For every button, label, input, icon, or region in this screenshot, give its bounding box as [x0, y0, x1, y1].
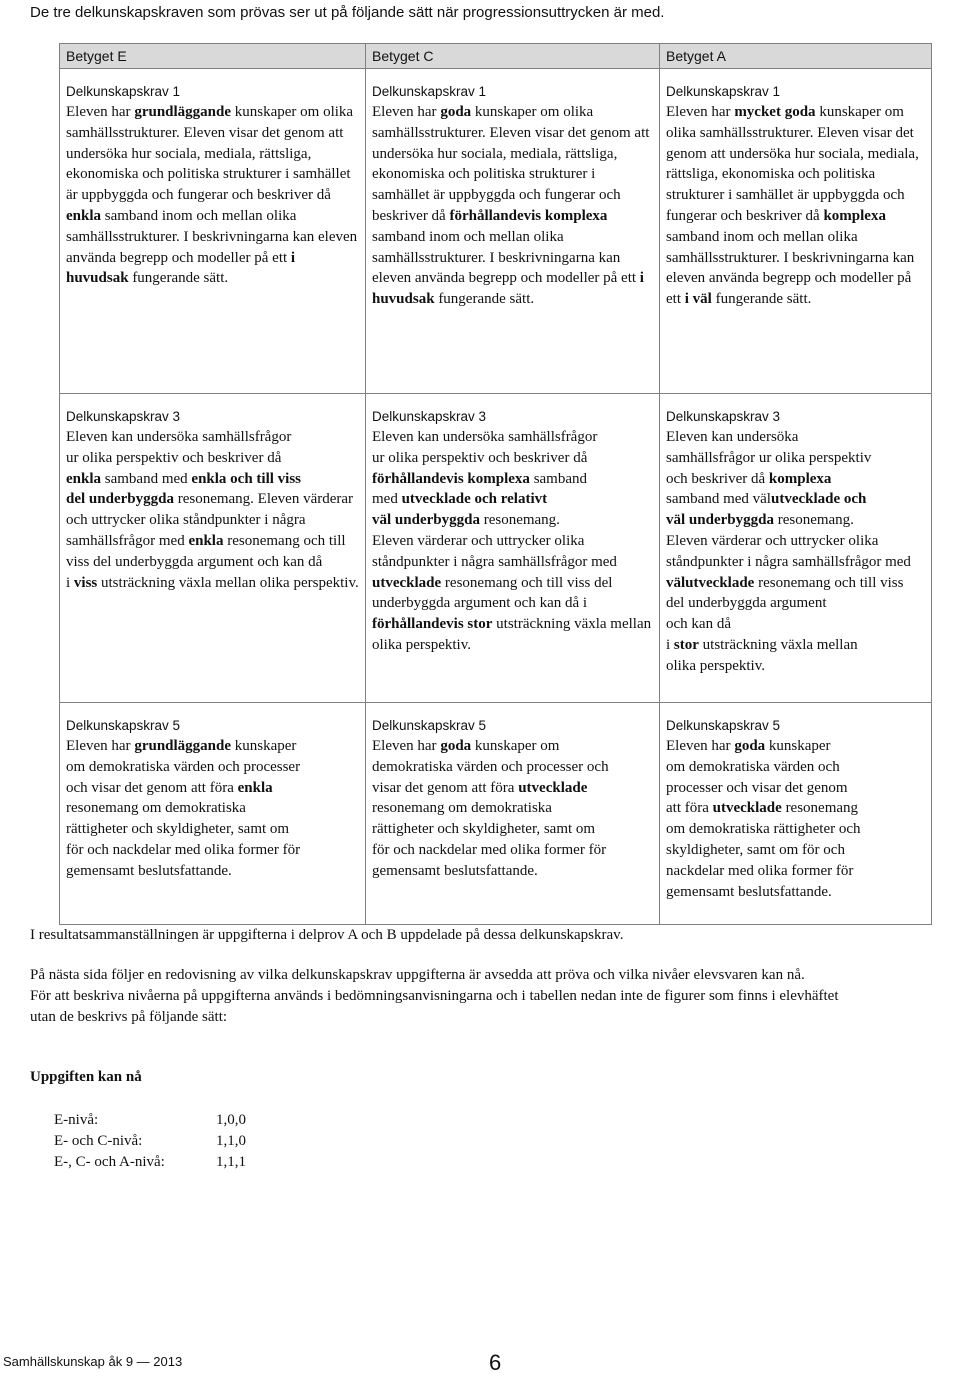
- krav-label: Delkunskapskrav 3: [66, 409, 181, 424]
- header-grade-a: Betyget A: [660, 44, 932, 69]
- table-cell: [660, 703, 932, 925]
- header-grade-e: Betyget E: [60, 44, 366, 69]
- table-row: [60, 394, 932, 703]
- krav-label: Delkunskapskrav 1: [66, 84, 181, 99]
- section-heading: Uppgiften kan nå: [30, 1069, 142, 1085]
- table-cell: [366, 394, 660, 703]
- level-value: 1,1,1: [216, 1154, 246, 1170]
- intro-text: De tre delkunskapskraven som prövas ser ut på följande sätt när progressionsuttrycken är med.: [30, 4, 665, 21]
- table-cell: [60, 394, 366, 703]
- level-row: [54, 1131, 246, 1152]
- header-grade-c: Betyget C: [366, 44, 660, 69]
- krav-label: Delkunskapskrav 5: [666, 718, 781, 733]
- page-number: 6: [489, 1350, 502, 1375]
- table-cell: [366, 703, 660, 925]
- paragraph-result-summary: I resultatsammanställningen är uppgifterna i delprov A och B uppdelade på dessa delkunskapskrav.: [30, 927, 624, 943]
- cell-text: Eleven kan undersöka samhällsfrågor ur olika perspektiv och beskriver då komplexa samband med välutvecklade och väl underbyggda resonemang. Eleven värderar och uttrycker olika ståndpunkter i några samhällsfrågor med välutvecklade resonemang och till viss del underbyggda argument och kan då i stor utsträckning växla mellan olika perspektiv.: [666, 429, 911, 674]
- krav-label: Delkunskapskrav 5: [372, 718, 487, 733]
- table-cell: [60, 703, 366, 925]
- level-row: [54, 1152, 246, 1173]
- krav-label: Delkunskapskrav 3: [372, 409, 487, 424]
- cell-text: Eleven har grundläggande kunskaper om olika samhällsstrukturer. Eleven visar det genom att undersöka hur sociala, mediala, rättsliga, ekonomiska och politiska strukturer i samhället är uppbyggda och fungerar och beskriver då enkla samband inom och mellan olika samhällsstrukturer. I beskrivningarna kan eleven använda begrepp och modeller på ett i huvudsak fungerande sätt.: [66, 104, 358, 287]
- level-label: E- och C-nivå:: [54, 1133, 143, 1149]
- cell-text: Eleven har grundläggande kunskaper om demokratiska värden och processer och visar det genom att föra enkla resonemang om demokratiska rättigheter och skyldigheter, samt om för och nackdelar med olika former för gemensamt beslutsfattande.: [66, 738, 301, 879]
- footer-title: Samhällskunskap åk 9 — 2013: [3, 1354, 183, 1369]
- cell-text: Eleven har goda kunskaper om demokratiska värden och processer och visar det genom att föra utvecklade resonemang om demokratiska rättigheter och skyldigheter, samt om för och nackdelar med olika former för gemensamt beslutsfattande.: [666, 738, 861, 900]
- table-row: [60, 703, 932, 925]
- krav-label: Delkunskapskrav 3: [666, 409, 781, 424]
- table-cell: [660, 394, 932, 703]
- level-label: E-, C- och A-nivå:: [54, 1154, 165, 1170]
- table-cell: [660, 69, 932, 394]
- levels-list: [54, 1110, 246, 1173]
- table-cell: [366, 69, 660, 394]
- paragraph-line: utan de beskrivs på följande sätt:: [30, 1009, 228, 1025]
- krav-label: Delkunskapskrav 1: [666, 84, 781, 99]
- grade-table: [59, 43, 932, 925]
- cell-text: Eleven har mycket goda kunskaper om olika samhällsstrukturer. Eleven visar det genom att undersöka hur sociala, mediala, rättsliga, ekonomiska och politiska strukturer i samhället är uppbyggda och fungerar och beskriver då komplexa samband inom och mellan olika samhällsstrukturer. I beskrivningarna kan eleven använda begrepp och modeller på ett i väl fungerande sätt.: [666, 104, 919, 308]
- table-header-row: [60, 44, 932, 69]
- level-value: 1,0,0: [216, 1112, 246, 1128]
- paragraph-line: För att beskriva nivåerna på uppgifterna används i bedömningsanvisningarna och i tabellen nedan inte de figurer som finns i elevhäftet: [30, 988, 839, 1004]
- level-value: 1,1,0: [216, 1133, 246, 1149]
- cell-text: Eleven kan undersöka samhällsfrågor ur olika perspektiv och beskriver då förhållandevis komplexa samband med utvecklade och relativt väl underbyggda resonemang. Eleven värderar och uttrycker olika ståndpunkter i några samhällsfrågor med utvecklade resonemang och till viss del underbyggda argument och kan då i förhållandevis stor utsträckning växla mellan olika perspektiv.: [372, 429, 652, 653]
- level-label: E-nivå:: [54, 1112, 99, 1128]
- table-cell: [60, 69, 366, 394]
- krav-label: Delkunskapskrav 5: [66, 718, 181, 733]
- level-row: [54, 1110, 246, 1131]
- cell-text: Eleven har goda kunskaper om demokratiska värden och processer och visar det genom att föra utvecklade resonemang om demokratiska rättigheter och skyldigheter, samt om för och nackdelar med olika former för gemensamt beslutsfattande.: [372, 738, 609, 879]
- krav-label: Delkunskapskrav 1: [372, 84, 487, 99]
- paragraph-next-page: [30, 965, 955, 1028]
- table-row: [60, 69, 932, 394]
- cell-text: Eleven kan undersöka samhällsfrågor ur olika perspektiv och beskriver då enkla samband med enkla och till viss del underbyggda resonemang. Eleven värderar och uttrycker olika ståndpunkter i några samhällsfrågor med enkla resonemang och till viss del underbyggda argument och kan då i viss utsträckning växla mellan olika perspektiv.: [66, 429, 359, 591]
- cell-text: Eleven har goda kunskaper om olika samhällsstrukturer. Eleven visar det genom att undersöka hur sociala, mediala, rättsliga, ekonomiska och politiska strukturer i samhället är uppbyggda och fungerar och beskriver då förhållandevis komplexa samband inom och mellan olika samhällsstrukturer. I beskrivningarna kan eleven använda begrepp och modeller på ett i huvudsak fungerande sätt.: [372, 104, 650, 308]
- paragraph-line: På nästa sida följer en redovisning av vilka delkunskapskrav uppgifterna är avsedda att pröva och vilka nivåer elevsvaren kan nå.: [30, 967, 805, 983]
